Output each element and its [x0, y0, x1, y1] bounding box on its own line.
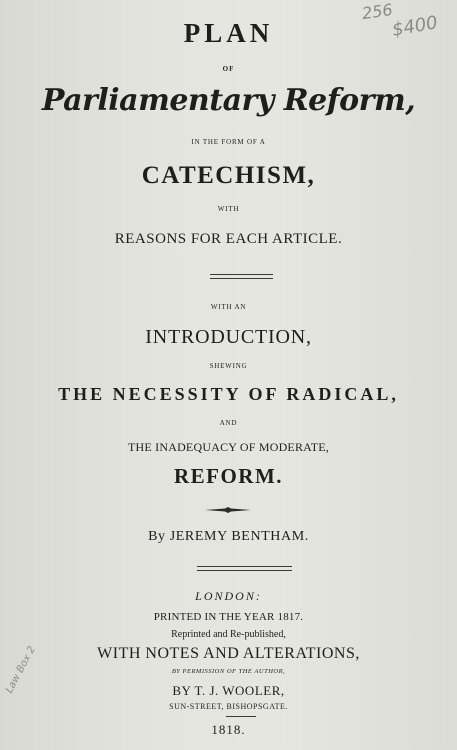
- pencil-note-price: $400: [390, 12, 440, 41]
- imprint-notes: WITH NOTES AND ALTERATIONS,: [97, 645, 360, 662]
- intro-necessity: THE NECESSITY OF RADICAL,: [58, 384, 399, 404]
- divider-rule-top: [210, 274, 273, 279]
- title-catechism: CATECHISM,: [141, 162, 316, 189]
- intro-reform: REFORM.: [173, 464, 284, 488]
- intro-with-an: WITH AN: [210, 303, 247, 311]
- imprint-year: 1818.: [211, 722, 246, 737]
- intro-and: AND: [219, 419, 238, 427]
- imprint-printed: PRINTED IN THE YEAR 1817.: [153, 611, 304, 623]
- pencil-note-number: 256: [360, 0, 394, 24]
- imprint-rule: [226, 716, 256, 717]
- author-line: By JEREMY BENTHAM.: [148, 529, 309, 544]
- title-form: IN THE FORM OF A: [191, 138, 266, 146]
- imprint-permission: BY PERMISSION OF THE AUTHOR,: [171, 668, 286, 675]
- title-of: OF: [222, 65, 235, 73]
- pencil-note-margin: Law Box 2: [4, 644, 38, 696]
- intro-introduction: INTRODUCTION,: [145, 326, 312, 348]
- imprint-address: SUN-STREET, BISHOPSGATE.: [169, 702, 288, 711]
- imprint-reprinted: Reprinted and Re-published,: [171, 629, 286, 640]
- intro-shewing: SHEWING: [209, 362, 248, 370]
- title-plan: PLAN: [183, 18, 274, 48]
- title-with: WITH: [217, 205, 240, 213]
- imprint-city: LONDON:: [195, 589, 262, 603]
- title-main: Parliamentary Reform,: [41, 83, 416, 118]
- divider-rule-bottom: [197, 566, 292, 571]
- imprint-publisher: BY T. J. WOOLER,: [172, 683, 285, 698]
- intro-inadequacy: THE INADEQUACY OF MODERATE,: [128, 440, 329, 454]
- ornament-divider: [205, 507, 251, 513]
- title-reasons: REASONS FOR EACH ARTICLE.: [114, 231, 343, 247]
